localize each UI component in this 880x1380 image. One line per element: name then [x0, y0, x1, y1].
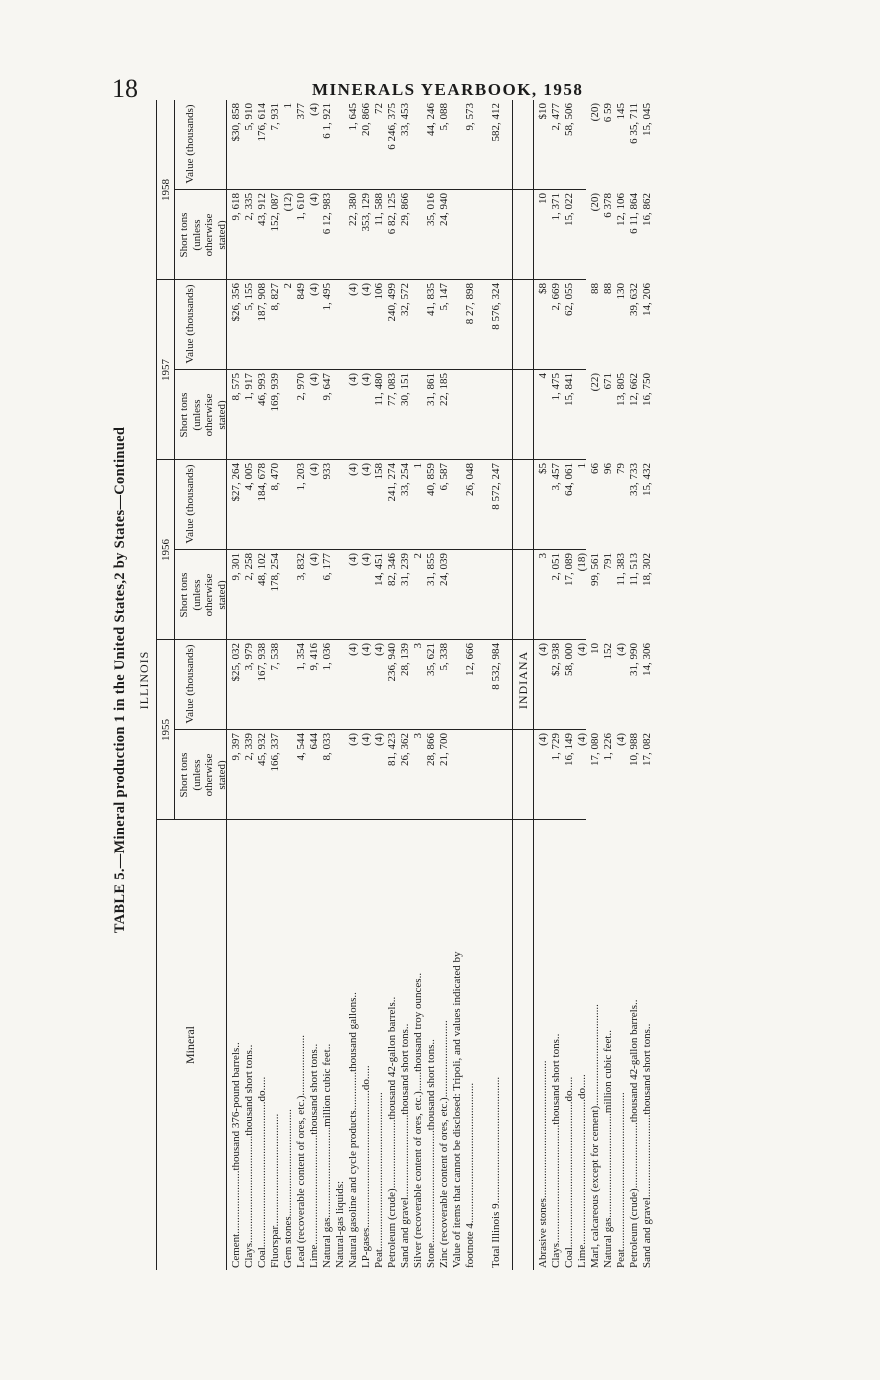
quantity-cell: 45, 932 [256, 733, 268, 766]
value-cell: 6 35, 711 [628, 103, 640, 144]
value-cell: 35, 621 [425, 643, 437, 676]
value-cell: $26, 356 [230, 283, 242, 322]
mineral-cell: Lime.....................................................do..... [576, 1074, 588, 1268]
value-cell: 2, 669 [550, 283, 562, 311]
mineral-cell: Sand and gravel..............................thousand short tons.. [399, 1023, 411, 1268]
quantity-cell: 6, 177 [321, 553, 333, 581]
header-value: Value (thousands) [184, 284, 196, 364]
value-cell: 241, 274 [386, 463, 398, 502]
table-row [490, 90, 503, 1270]
quantity-cell: (4) [615, 733, 627, 746]
table-row [438, 90, 451, 1270]
value-cell: 58, 000 [563, 643, 575, 676]
table-row [451, 90, 464, 1270]
quantity-cell: 18, 302 [641, 553, 653, 586]
quantity-cell: 48, 102 [256, 553, 268, 586]
quantity-cell: 644 [308, 733, 320, 750]
table-row [243, 90, 256, 1270]
table-row [295, 90, 308, 1270]
table-row [550, 90, 563, 1270]
quantity-cell: 17, 089 [563, 553, 575, 586]
table-row [321, 90, 334, 1270]
value-cell: 8 576, 324 [490, 283, 502, 330]
table-title: TABLE 5.—Mineral production 1 in the United States,2 by States—Continued [112, 426, 128, 934]
table-row [360, 90, 373, 1270]
header-year-1957: 1957 [160, 359, 172, 381]
value-cell: 64, 061 [563, 463, 575, 496]
mineral-cell: Natural gas......................................million cubic feet.. [602, 1030, 614, 1268]
quantity-cell: 3 [537, 553, 549, 559]
value-cell: 12, 666 [464, 643, 476, 676]
value-cell: 9, 573 [464, 103, 476, 131]
table-row [269, 90, 282, 1270]
year-rule [174, 100, 175, 820]
table-row [334, 90, 347, 1270]
quantity-cell: 791 [602, 553, 614, 570]
quantity-cell: 169, 939 [269, 373, 281, 412]
value-cell: 88 [589, 283, 601, 294]
value-cell: 1, 645 [347, 103, 359, 131]
mineral-cell: Sand and gravel..............................thousand short tons.. [641, 1023, 653, 1268]
table-row [477, 90, 490, 1270]
quantity-cell: 9, 618 [230, 193, 242, 221]
table-row [412, 90, 425, 1270]
value-cell: 158 [373, 463, 385, 480]
value-cell: 5, 088 [438, 103, 450, 131]
quantity-cell: 4 [537, 373, 549, 379]
mineral-cell: Marl, calcareous (except for cement)..................................... [589, 1004, 601, 1268]
value-cell: 152 [602, 643, 614, 660]
quantity-cell: 1, 917 [243, 373, 255, 401]
mineral-cell: Cement.......................thousand 376-pound barrels.. [230, 1042, 242, 1268]
table-row [282, 90, 295, 1270]
quantity-cell: (22) [589, 373, 601, 392]
table-row [464, 90, 477, 1270]
value-cell: 72 [373, 103, 385, 114]
table-row [628, 90, 641, 1270]
value-cell: 187, 908 [256, 283, 268, 322]
quantity-cell: 2, 051 [550, 553, 562, 581]
value-cell: (4) [576, 643, 588, 656]
quantity-cell: 8, 033 [321, 733, 333, 761]
mineral-cell: Natural-gas liquids: [334, 1180, 346, 1268]
value-cell: 40, 859 [425, 463, 437, 496]
mineral-cell: Peat......................................................... [373, 1092, 385, 1268]
value-cell: 5, 155 [243, 283, 255, 311]
value-cell: 44, 246 [425, 103, 437, 136]
mineral-cell: Coal.....................................................do..... [563, 1076, 575, 1268]
value-cell: 176, 614 [256, 103, 268, 142]
quantity-cell: (12) [282, 193, 294, 212]
quantity-cell: 2, 339 [243, 733, 255, 761]
value-cell: $27, 264 [230, 463, 242, 502]
header-qty: Short tons (unless otherwise stated) [178, 392, 228, 438]
mineral-cell: Zinc (recoverable content of ores, etc.)............................ [438, 1020, 450, 1268]
value-cell: 41, 835 [425, 283, 437, 316]
quantity-cell: 46, 993 [256, 373, 268, 406]
table-row [576, 90, 589, 1270]
quantity-cell: 2, 335 [243, 193, 255, 221]
value-cell: 5, 338 [438, 643, 450, 671]
quantity-cell: 10 [537, 193, 549, 204]
header-bottom-rule [226, 100, 227, 1270]
value-cell: 2 [282, 283, 294, 289]
quantity-cell: 17, 080 [589, 733, 601, 766]
value-cell: 33, 733 [628, 463, 640, 496]
mineral-cell: Silver (recoverable content of ores, etc.).......thousand troy ounces.. [412, 972, 424, 1268]
quantity-cell: 15, 022 [563, 193, 575, 226]
value-cell: (4) [360, 643, 372, 656]
value-cell: (4) [308, 463, 320, 476]
value-cell: 5, 147 [438, 283, 450, 311]
value-cell: 6 246, 375 [386, 103, 398, 150]
mineral-cell: Petroleum (crude)........................thousand 42-gallon barrels.. [628, 999, 640, 1268]
value-cell: 106 [373, 283, 385, 300]
value-cell: 58, 506 [563, 103, 575, 136]
quantity-cell: (4) [537, 733, 549, 746]
value-cell: 3, 979 [243, 643, 255, 671]
quantity-cell: (4) [576, 733, 588, 746]
value-cell: (4) [347, 283, 359, 296]
value-cell: 1 [576, 463, 588, 469]
value-cell: (4) [308, 103, 320, 116]
value-cell: 240, 499 [386, 283, 398, 322]
value-cell: (4) [537, 643, 549, 656]
value-cell: 15, 432 [641, 463, 653, 496]
quantity-cell: (4) [360, 733, 372, 746]
value-cell: 88 [602, 283, 614, 294]
value-cell: (4) [373, 643, 385, 656]
mineral-cell: Clays.......................................thousand short tons.. [243, 1044, 255, 1268]
value-cell: (4) [360, 463, 372, 476]
value-cell: 1, 203 [295, 463, 307, 491]
value-cell: 1, 495 [321, 283, 333, 311]
quantity-cell: 8, 575 [230, 373, 242, 401]
quantity-cell: 12, 106 [615, 193, 627, 226]
mineral-cell: Peat......................................................... [615, 1092, 627, 1268]
table-row [256, 90, 269, 1270]
value-cell: $2, 938 [550, 643, 562, 676]
header-qty: Short tons (unless otherwise stated) [178, 212, 228, 258]
value-cell: 8, 827 [269, 283, 281, 311]
value-cell: 15, 045 [641, 103, 653, 136]
quantity-cell: 35, 016 [425, 193, 437, 226]
quantity-cell: 26, 362 [399, 733, 411, 766]
quantity-cell: 22, 380 [347, 193, 359, 226]
quantity-cell: 3 [412, 733, 424, 739]
value-cell: 377 [295, 103, 307, 120]
quantity-cell: 30, 151 [399, 373, 411, 406]
value-cell: 184, 678 [256, 463, 268, 502]
header-qty: Short tons (unless otherwise stated) [178, 752, 228, 798]
value-cell: 66 [589, 463, 601, 474]
quantity-cell: 1, 226 [602, 733, 614, 761]
quantity-cell: 43, 912 [256, 193, 268, 226]
mineral-cell: Clays...........................................thousand short tons.. [550, 1033, 562, 1268]
value-cell: 933 [321, 463, 333, 480]
quantity-cell: (4) [308, 373, 320, 386]
mineral-cell: Lead (recoverable content of ores, etc.)...................... [295, 1034, 307, 1268]
value-cell: 6 1, 921 [321, 103, 333, 139]
value-cell: 9, 416 [308, 643, 320, 671]
value-cell: 7, 538 [269, 643, 281, 671]
value-cell: 5, 910 [243, 103, 255, 131]
quantity-cell: 29, 866 [399, 193, 411, 226]
quantity-cell: 81, 423 [386, 733, 398, 766]
quantity-cell: (4) [373, 733, 385, 746]
value-cell: 3 [412, 643, 424, 649]
table-row [399, 90, 412, 1270]
value-cell: 32, 572 [399, 283, 411, 316]
quantity-cell: (20) [589, 193, 601, 212]
quantity-cell: 28, 866 [425, 733, 437, 766]
value-cell: 26, 048 [464, 463, 476, 496]
value-cell: 167, 938 [256, 643, 268, 682]
quantity-cell: 12, 662 [628, 373, 640, 406]
value-cell: 145 [615, 103, 627, 120]
value-cell: 8, 470 [269, 463, 281, 491]
value-cell: $10 [537, 103, 549, 120]
value-cell: 849 [295, 283, 307, 300]
value-cell: $30, 858 [230, 103, 242, 142]
mineral-cell: LP-gases..................................................do..... [360, 1065, 372, 1268]
section-label-indiana: INDIANA [516, 650, 530, 710]
quantity-cell: 2 [412, 553, 424, 559]
quantity-cell: 31, 861 [425, 373, 437, 406]
quantity-cell: 13, 805 [615, 373, 627, 406]
illinois-bottom-rule [512, 100, 513, 1270]
quantity-cell: 671 [602, 373, 614, 390]
quantity-cell: 24, 039 [438, 553, 450, 586]
quantity-cell: 22, 185 [438, 373, 450, 406]
value-cell: 33, 453 [399, 103, 411, 136]
value-cell: 7, 931 [269, 103, 281, 131]
quantity-cell: 1, 475 [550, 373, 562, 401]
value-cell: 2, 477 [550, 103, 562, 131]
quantity-cell: (4) [308, 553, 320, 566]
quantity-cell: 6 82, 125 [386, 193, 398, 235]
quantity-cell: 31, 239 [399, 553, 411, 586]
quantity-cell: 11, 480 [373, 373, 385, 406]
value-cell: 14, 206 [641, 283, 653, 316]
page-number: 18 [112, 74, 138, 103]
rotated-table [112, 90, 653, 1270]
quantity-cell: (4) [308, 193, 320, 206]
value-cell: 20, 866 [360, 103, 372, 136]
quantity-cell: 99, 561 [589, 553, 601, 586]
value-cell: 8 572, 247 [490, 463, 502, 510]
section-label-illinois: ILLINOIS [137, 650, 151, 710]
quantity-cell: 353, 129 [360, 193, 372, 232]
mineral-cell: Total Illinois 9.............................................. [490, 1076, 502, 1268]
table-row [425, 90, 438, 1270]
value-cell: 10 [589, 643, 601, 654]
quantity-cell: 10, 988 [628, 733, 640, 766]
mineral-cell: Gem stones....................................... [282, 1109, 294, 1268]
mineral-cell: Coal.....................................................do..... [256, 1076, 268, 1268]
table-row [308, 90, 321, 1270]
quantity-cell: 11, 513 [628, 553, 640, 586]
value-cell: 1 [282, 103, 294, 109]
value-cell: 39, 632 [628, 283, 640, 316]
quantity-cell: 31, 855 [425, 553, 437, 586]
quantity-cell: (4) [360, 553, 372, 566]
header-year-1956: 1956 [160, 539, 172, 561]
value-cell: (4) [308, 283, 320, 296]
quantity-cell: 1, 729 [550, 733, 562, 761]
value-cell: 31, 990 [628, 643, 640, 676]
quantity-cell: 16, 149 [563, 733, 575, 766]
table-row [230, 90, 243, 1270]
quantity-cell: (4) [347, 373, 359, 386]
value-cell: $25, 032 [230, 643, 242, 682]
mineral-cell: Value of items that cannot be disclosed: Tripoli, and values indicated by [451, 951, 463, 1268]
header-year-1955: 1955 [160, 719, 172, 741]
value-cell: 28, 139 [399, 643, 411, 676]
value-cell: 1, 354 [295, 643, 307, 671]
quantity-cell: 11, 383 [615, 553, 627, 586]
value-cell: 6, 587 [438, 463, 450, 491]
value-cell: 236, 940 [386, 643, 398, 682]
table-row [537, 90, 550, 1270]
value-cell: (4) [347, 643, 359, 656]
quantity-cell: 9, 647 [321, 373, 333, 401]
mineral-cell: Petroleum (crude).........................thousand 42-gallon barrels.. [386, 996, 398, 1268]
mineral-cell: Abrasive stones.................................................. [537, 1060, 549, 1268]
table-row [602, 90, 615, 1270]
quantity-cell: 2, 258 [243, 553, 255, 581]
mineral-cell: footnote 4................................................... [464, 1082, 476, 1268]
value-cell: 79 [615, 463, 627, 474]
quantity-cell: 6 11, 864 [628, 193, 640, 234]
table-row [563, 90, 576, 1270]
quantity-cell: 77, 083 [386, 373, 398, 406]
value-cell: $5 [537, 463, 549, 474]
quantity-cell: (18) [576, 553, 588, 572]
header-value: Value (thousands) [184, 104, 196, 184]
value-cell: (20) [589, 103, 601, 122]
quantity-cell: 152, 087 [269, 193, 281, 232]
quantity-cell: (4) [347, 553, 359, 566]
quantity-cell: 9, 397 [230, 733, 242, 761]
value-cell: $8 [537, 283, 549, 294]
quantity-cell: 16, 862 [641, 193, 653, 226]
quantity-cell: 24, 940 [438, 193, 450, 226]
value-cell: 96 [602, 463, 614, 474]
value-cell: 14, 306 [641, 643, 653, 676]
quantity-cell: 166, 337 [269, 733, 281, 772]
quantity-cell: 3, 832 [295, 553, 307, 581]
mineral-cell: Fluorspar......................................... [269, 1113, 281, 1268]
quantity-cell: 11, 588 [373, 193, 385, 226]
quantity-cell: 17, 082 [641, 733, 653, 766]
header-value: Value (thousands) [184, 644, 196, 724]
value-cell: 130 [615, 283, 627, 300]
value-cell: 1, 036 [321, 643, 333, 671]
quantity-cell: 15, 841 [563, 373, 575, 406]
header-top-rule [156, 100, 157, 1270]
quantity-cell: 21, 700 [438, 733, 450, 766]
quantity-cell: (4) [347, 733, 359, 746]
value-cell: 582, 412 [490, 103, 502, 142]
quantity-cell: 82, 346 [386, 553, 398, 586]
quantity-cell: 6 378 [602, 193, 614, 218]
mineral-cell: Natural gasoline and cycle products..............thousand gallons.. [347, 992, 359, 1268]
value-cell: 1 [412, 463, 424, 469]
table-row [386, 90, 399, 1270]
value-cell: (4) [360, 283, 372, 296]
header-mineral: Mineral [183, 1026, 197, 1064]
running-head: MINERALS YEARBOOK, 1958 [312, 80, 584, 99]
header-year-1958: 1958 [160, 179, 172, 201]
table-row [641, 90, 654, 1270]
quantity-cell: 9, 301 [230, 553, 242, 581]
table-row [589, 90, 602, 1270]
header-value: Value (thousands) [184, 464, 196, 544]
mineral-cell: Stone.........................................thousand short tons.. [425, 1039, 437, 1268]
quantity-cell: 16, 750 [641, 373, 653, 406]
quantity-cell: 2, 970 [295, 373, 307, 401]
quantity-cell: 1, 610 [295, 193, 307, 221]
mineral-cell: Lime........................................thousand short tons.. [308, 1043, 320, 1268]
value-cell: 4, 005 [243, 463, 255, 491]
quantity-cell: 1, 371 [550, 193, 562, 221]
header-qty: Short tons (unless otherwise stated) [178, 572, 228, 618]
value-cell: 6 59 [602, 103, 614, 123]
indiana-top-rule [533, 100, 534, 1270]
value-cell: 62, 055 [563, 283, 575, 316]
mineral-cell: Natural gas.................................million cubic feet.. [321, 1043, 333, 1268]
quantity-cell: 6 12, 983 [321, 193, 333, 235]
quantity-cell: 4, 544 [295, 733, 307, 761]
value-cell: 3, 457 [550, 463, 562, 491]
value-cell: 8 27, 898 [464, 283, 476, 325]
quantity-cell: (4) [360, 373, 372, 386]
table-row [615, 90, 628, 1270]
value-cell: (4) [615, 643, 627, 656]
table-row [373, 90, 386, 1270]
table-row [347, 90, 360, 1270]
value-cell: 33, 254 [399, 463, 411, 496]
value-cell: 8 532, 984 [490, 643, 502, 690]
quantity-cell: 14, 451 [373, 553, 385, 586]
value-cell: (4) [347, 463, 359, 476]
quantity-cell: 178, 254 [269, 553, 281, 592]
